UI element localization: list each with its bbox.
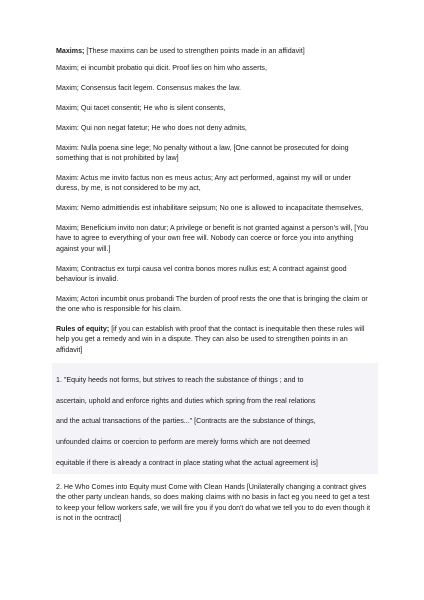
maxim-1: Maxim; ei incumbit probatio qui dicit. Proof lies on him who asserts, [56,64,267,73]
equity-heading-note: [if you can establish with proof that the contact is inequitable then these rules will help you get a remedy and win in a dispute. They can also be used to strengthen points in an affidavit] [56,324,365,354]
equity-heading-bold: Rules of equity; [56,324,110,333]
maxim-8: Maxim; Beneficium invito non datur; A privilege or benefit is not granted against a person's will, [You have to agree to everything of your own free will. Nobody can coerce or force you into anything against your will.] [56,224,369,253]
maxims-heading-note: [These maxims can be used to strengthen points made in an affidavit] [84,47,305,55]
maxim-4: Maxim: Qui non negat fatetur; He who does not deny admits, [56,123,247,132]
maxim-10: Maxim; Actori incumbit onus probandi The burden of proof rests the one that is bringing the claim or the one who is responsible for his claim. [56,294,368,314]
equity-rule-1-quote [52,363,378,474]
document-page [56,46,374,523]
maxim-7: Maxim: Nemo admittiendis est inhabilitare seipsum; No one is allowed to incapacitate themselves, [56,204,364,213]
maxim-6: Maxim: Actus me invito factus non es meus actus; Any act performed, against my will or under duress, by me, is not considered to be my act, [56,174,351,193]
equity-rule-1-line: unfounded claims or coercion to perform are merely forms which are not deemed [56,437,310,446]
maxim-9: Maxim; Contractus ex turpi causa vel contra bonos mores nullus est; A contract against good behaviour is invalid. [56,264,347,283]
equity-heading [56,324,374,355]
equity-rule-2: 2. He Who Comes into Equity must Come with Clean Hands [Unilaterally changing a contract gives the other party unclean hands, so does making claims with no basis in fact eg you need to get a test to keep your fellow workers safe, we will fire you if you don't do what we tell you to do even though it is not in the ocntract] [56,482,371,522]
maxim-5: Maxim: Nulla poena sine lege; No penalty without a law, [One cannot be prosecuted for doing something that is not prohibited by law] [56,143,349,163]
equity-rule-1-line: equitable if there is already a contract in place stating what the actual agreement is] [56,458,318,467]
equity-rule-1-line: ascertain, uphold and enforce rights and duties which spring from the real relations [56,396,316,405]
maxims-heading-bold: Maxims; [56,47,85,55]
equity-rule-1-line: 1. "Equity heeds not forms, but strives to reach the substance of things ; and to [56,375,304,384]
maxims-heading [56,46,374,56]
equity-rule-1-line: and the actual transactions of the parties..." [Contracts are the substance of things, [56,417,316,426]
maxim-2: Maxim; Consensus facit legem. Consensus makes the law. [56,84,241,93]
maxim-3: Maxim; Qui tacet consentit; He who is silent consents, [56,104,226,113]
